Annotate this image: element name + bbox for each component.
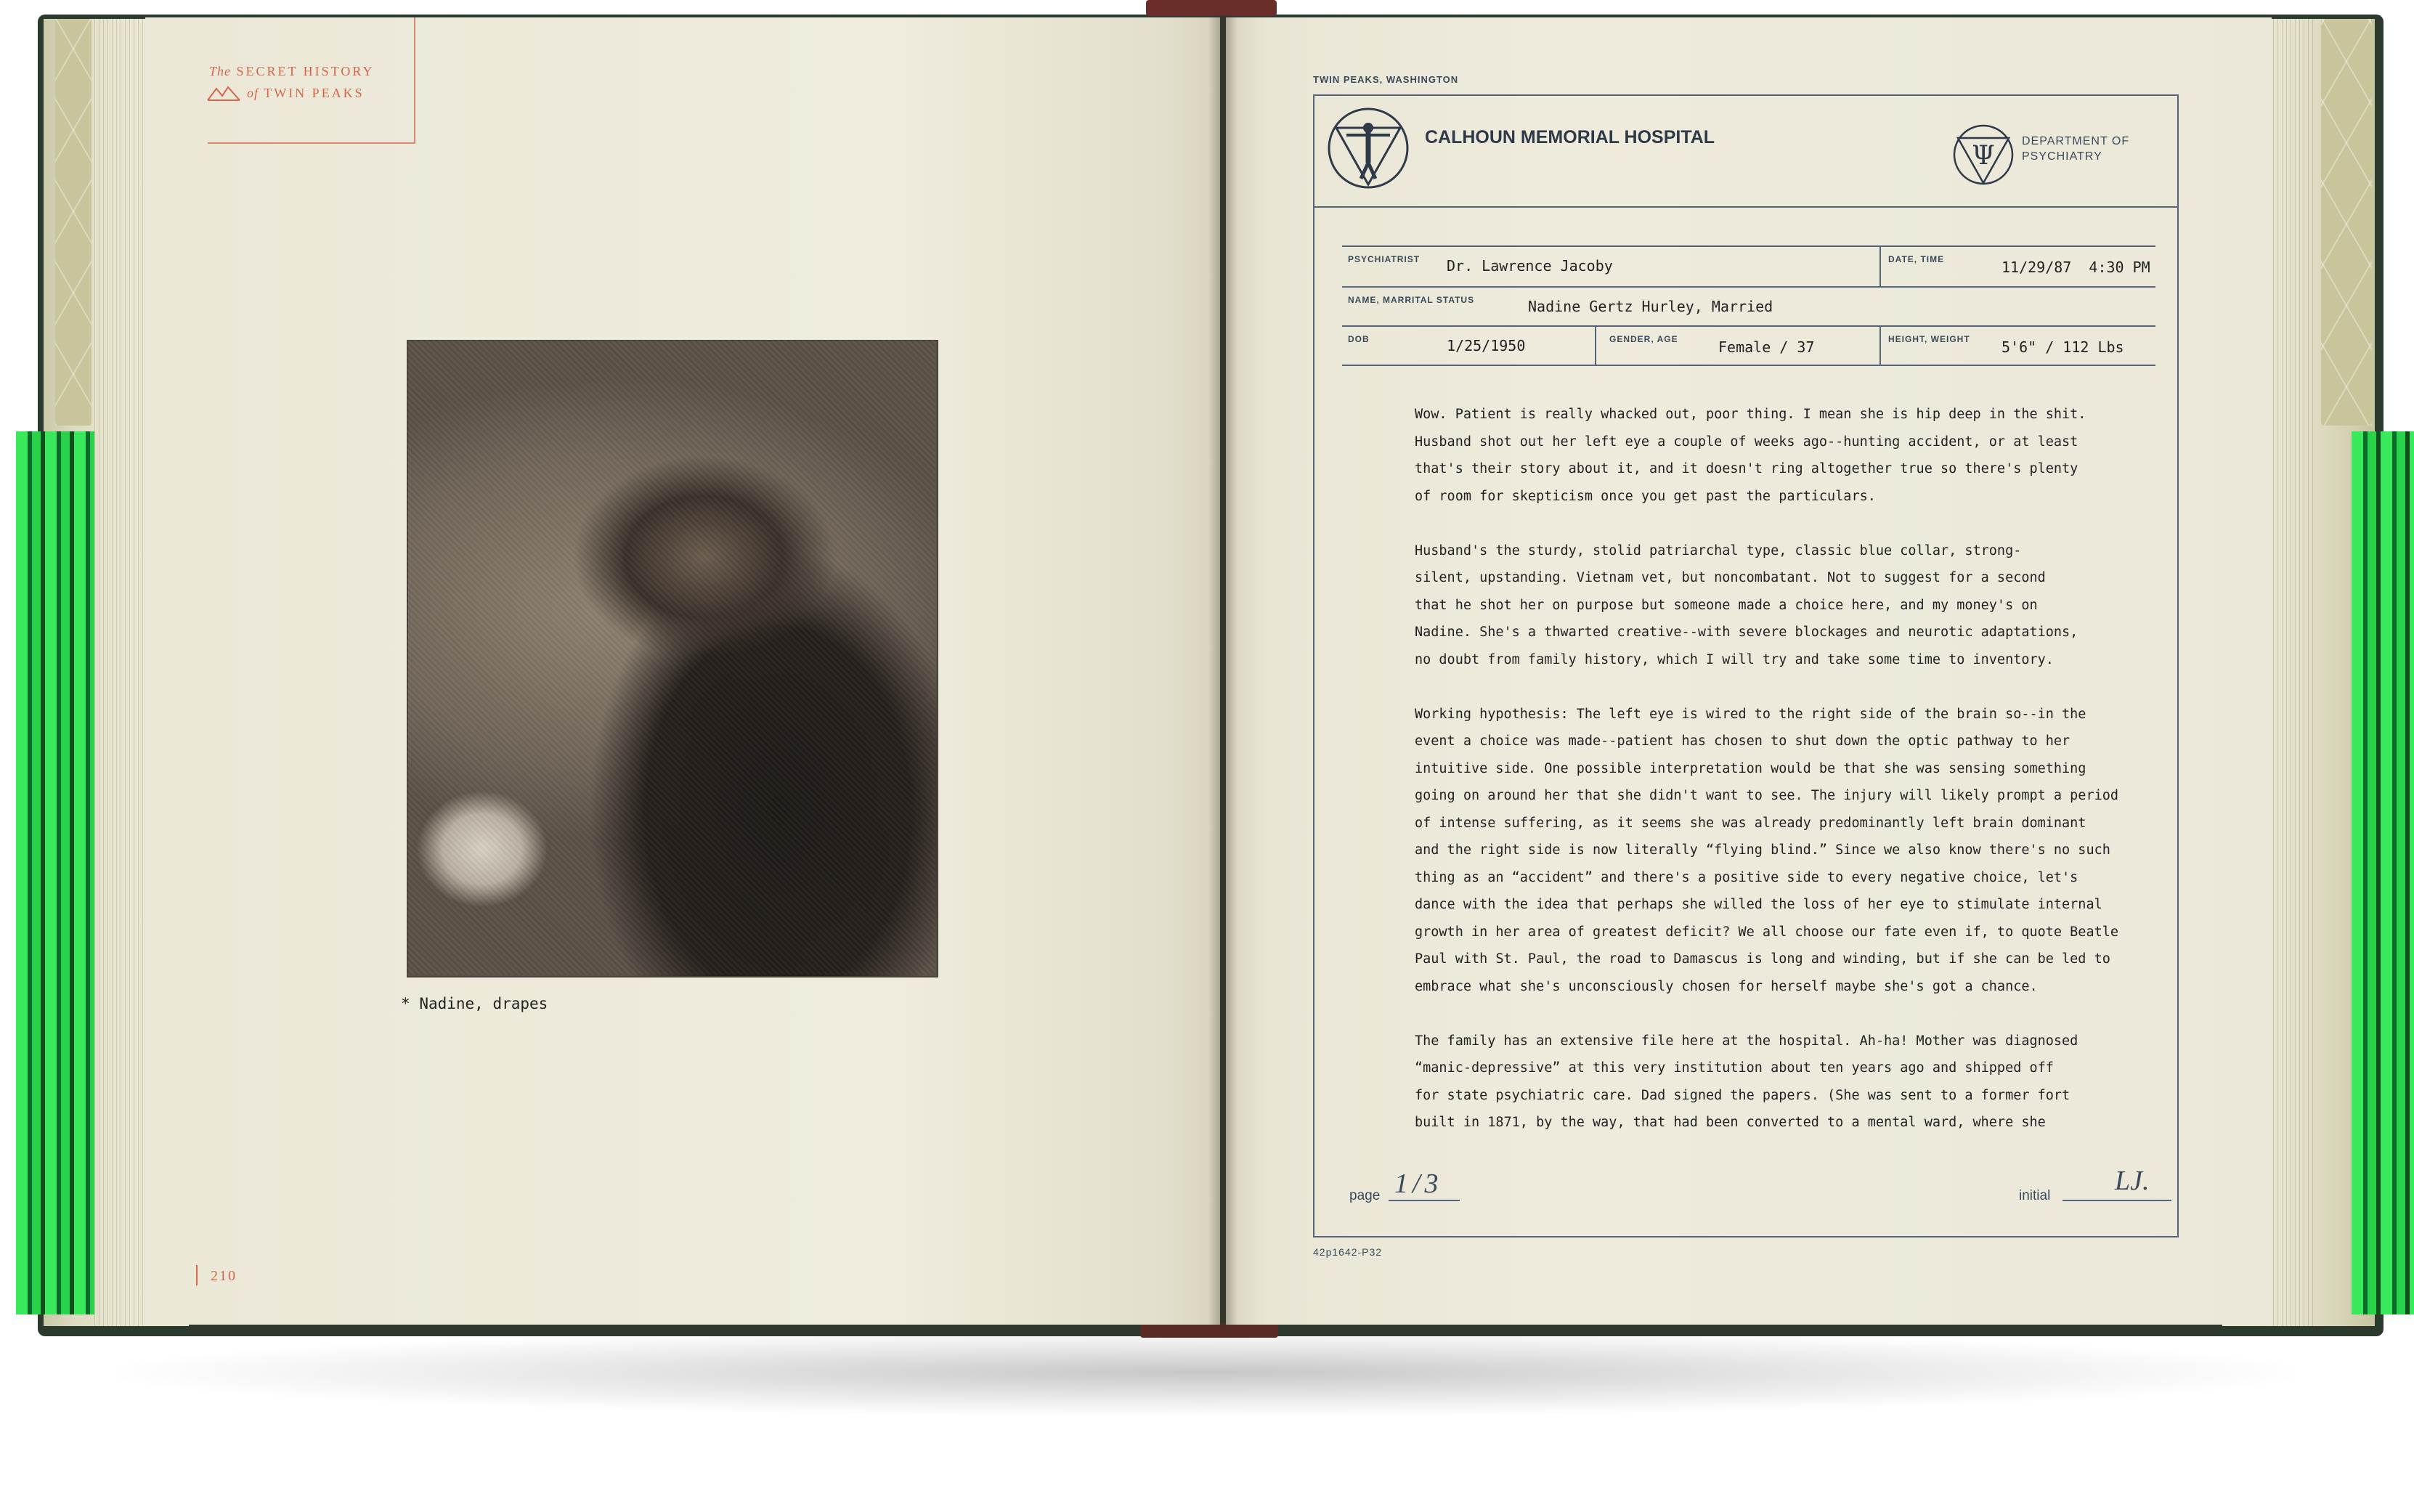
page-number-left: 210 xyxy=(211,1268,237,1284)
dob-label: DOB xyxy=(1348,334,1370,344)
notes-paragraph: Wow. Patient is really whacked out, poor thing. I mean she is hip deep in the shit. Husband shot out her left eye a couple of weeks ago--hunting accident, or at least that's their story about it, and it doesn't ring altogether true so there's plenty of room for skepticism once you get past the particulars. xyxy=(1415,407,2086,504)
row-divider xyxy=(1342,325,2155,327)
row-divider xyxy=(1342,365,2155,366)
caption-marker: * xyxy=(401,995,410,1012)
datetime-label: DATE, TIME xyxy=(1888,254,1945,264)
photo-caption xyxy=(401,995,548,1012)
notes-paragraph: Working hypothesis: The left eye is wired to the right side of the brain so--in the event a choice was made--patient has chosen to shut down the optic pathway to her intuitive side. One possible interpretation would be that she was sensing something going on around her that she didn't want to see. The injury will likely prompt a period of intense suffering, as it seems she was already predominantly left brain dominant and the right side is now literally “flying blind.” Since we also know there's no such thing as an “accident” and there's a positive side to every negative choice, let's dance with the idea that perhaps she willed the loss of her eye to stimulate internal growth in her area of greatest deficit? We all choose our fate even if, to quote Beatle Paul with St. Paul, the road to Damascus is long and winding, but if she can be led to embrace what she's unconsciously chosen for herself maybe she's got a chance. xyxy=(1415,706,2119,994)
notes-paragraph: The family has an extensive file here at the hospital. Ah-ha! Mother was diagnosed “manic-depressive” at this very institution about ten years ago and shipped off for state psychiatric care. Dad signed the papers. (She was sent to a former fort built in 1871, by the way, that had been converted to a mental ward, where she xyxy=(1415,1033,2078,1130)
col-divider xyxy=(1879,245,1881,286)
ribbon-left xyxy=(16,431,94,1314)
department-name: DEPARTMENT OF PSYCHIATRY xyxy=(2022,135,2130,163)
header-small-the: The xyxy=(209,64,231,78)
psychiatry-logo-icon xyxy=(1951,122,2016,187)
psychiatrist-value: Dr. Lawrence Jacoby xyxy=(1447,257,1613,275)
caption-text: Nadine, drapes xyxy=(419,995,548,1012)
gender-value: Female / 37 xyxy=(1718,338,1815,356)
book-shadow xyxy=(116,1329,2295,1416)
height-value: 5'6" / 112 Lbs xyxy=(2001,338,2124,356)
photo-grain xyxy=(407,340,935,975)
header-twin-peaks: TWIN PEAKS xyxy=(264,86,365,100)
svg-text:Ψ: Ψ xyxy=(1972,141,1995,171)
ribbon-right xyxy=(2352,431,2414,1314)
row-divider xyxy=(1342,286,2155,288)
page-edges-right xyxy=(2273,19,2317,1326)
headband-top xyxy=(1146,0,1277,16)
book-gutter xyxy=(1208,15,1238,1329)
initial-field-line xyxy=(2063,1200,2171,1201)
datetime-value: 11/29/87 4:30 PM xyxy=(2001,259,2150,276)
hospital-logo-icon xyxy=(1326,106,1410,190)
endpaper-pattern-left xyxy=(55,19,92,426)
running-header-frame xyxy=(208,17,415,144)
gender-label: GENDER, AGE xyxy=(1609,334,1678,344)
header-small-of: of xyxy=(247,86,259,100)
dob-value: 1/25/1950 xyxy=(1447,337,1526,354)
header-secret-history: SECRET HISTORY xyxy=(236,64,375,78)
name-value: Nadine Gertz Hurley, Married xyxy=(1528,298,1773,315)
form-code: 42p1642-P32 xyxy=(1313,1246,1383,1258)
col-divider xyxy=(1595,325,1596,366)
row-divider xyxy=(1342,245,2155,247)
form-header-divider xyxy=(1313,206,2177,208)
notes-paragraph: Husband's the sturdy, stolid patriarchal type, classic blue collar, strong- silent, upstanding. Vietnam vet, but noncombatant. Not to suggest for a second that he shot her on purpose but someone made a choice here, and my money's on Nadine. She's a thwarted creative--with severe blockages and neurotic adaptations, no doubt from family history, which I will try and take some time to inventory. xyxy=(1415,542,2078,667)
initial-signature: LJ. xyxy=(2115,1166,2150,1196)
psychiatrist-label: PSYCHIATRIST xyxy=(1348,254,1421,264)
col-divider xyxy=(1879,325,1881,366)
initial-field-label: initial xyxy=(2019,1188,2051,1203)
page-field-line xyxy=(1389,1200,1460,1201)
page-field-value: 1/3 xyxy=(1394,1168,1443,1199)
page-number-rule xyxy=(196,1265,198,1285)
session-notes xyxy=(1415,401,2141,1163)
mountain-icon xyxy=(206,84,241,107)
endpaper-pattern-right xyxy=(2321,19,2372,426)
location-label: TWIN PEAKS, WASHINGTON xyxy=(1313,74,1459,85)
height-label: HEIGHT, WEIGHT xyxy=(1888,334,1970,344)
running-header-line1 xyxy=(209,64,405,79)
hospital-name: CALHOUN MEMORIAL HOSPITAL xyxy=(1425,127,1715,147)
running-header-line2 xyxy=(247,86,443,101)
page-field-label: page xyxy=(1349,1188,1381,1203)
name-label: NAME, MARRITAL STATUS xyxy=(1348,295,1475,305)
page-edges-left xyxy=(94,19,145,1326)
